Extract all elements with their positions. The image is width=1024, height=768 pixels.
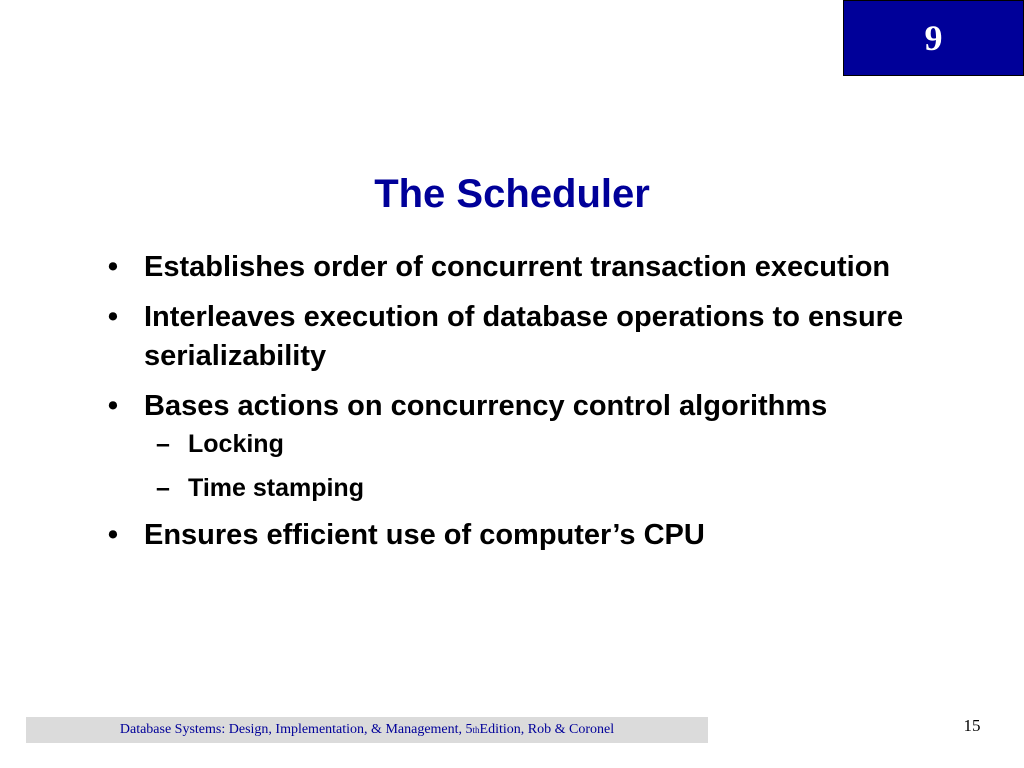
bullet-list xyxy=(98,248,978,566)
page-number: 15 xyxy=(963,716,981,735)
chapter-number: 9 xyxy=(924,18,943,58)
sub-bullet-text: Locking xyxy=(188,430,284,458)
sub-bullet-item xyxy=(144,428,978,461)
bullet-item xyxy=(98,298,978,376)
sub-bullet-list xyxy=(144,428,978,505)
bullet-text: Bases actions on concurrency control algorithms xyxy=(144,390,828,422)
footer-text-after: Edition, Rob & Coronel xyxy=(479,722,615,737)
slide-title: The Scheduler xyxy=(374,172,650,216)
bullet-item xyxy=(98,387,978,505)
sub-bullet-item xyxy=(144,472,978,505)
bullet-marker: • xyxy=(107,301,119,333)
bullet-marker: • xyxy=(107,519,119,551)
bullet-text: Interleaves execution of database operations to ensure serializability xyxy=(144,301,904,372)
sub-bullet-text: Time stamping xyxy=(188,474,364,502)
footer-text-before: Database Systems: Design, Implementation, & Management, 5 xyxy=(119,722,473,737)
sub-bullet-marker: – xyxy=(156,474,170,502)
sub-bullet-marker: – xyxy=(156,430,170,458)
bullet-item xyxy=(98,248,978,287)
bullet-item xyxy=(98,516,978,555)
chapter-number-box xyxy=(843,0,1024,76)
footer-superscript: th xyxy=(472,725,480,735)
bullet-marker: • xyxy=(107,251,119,283)
bullet-text: Establishes order of concurrent transaction execution xyxy=(144,251,891,283)
footer-citation xyxy=(26,717,708,743)
bullet-marker: • xyxy=(107,390,119,422)
bullet-text: Ensures efficient use of computer’s CPU xyxy=(144,519,705,551)
